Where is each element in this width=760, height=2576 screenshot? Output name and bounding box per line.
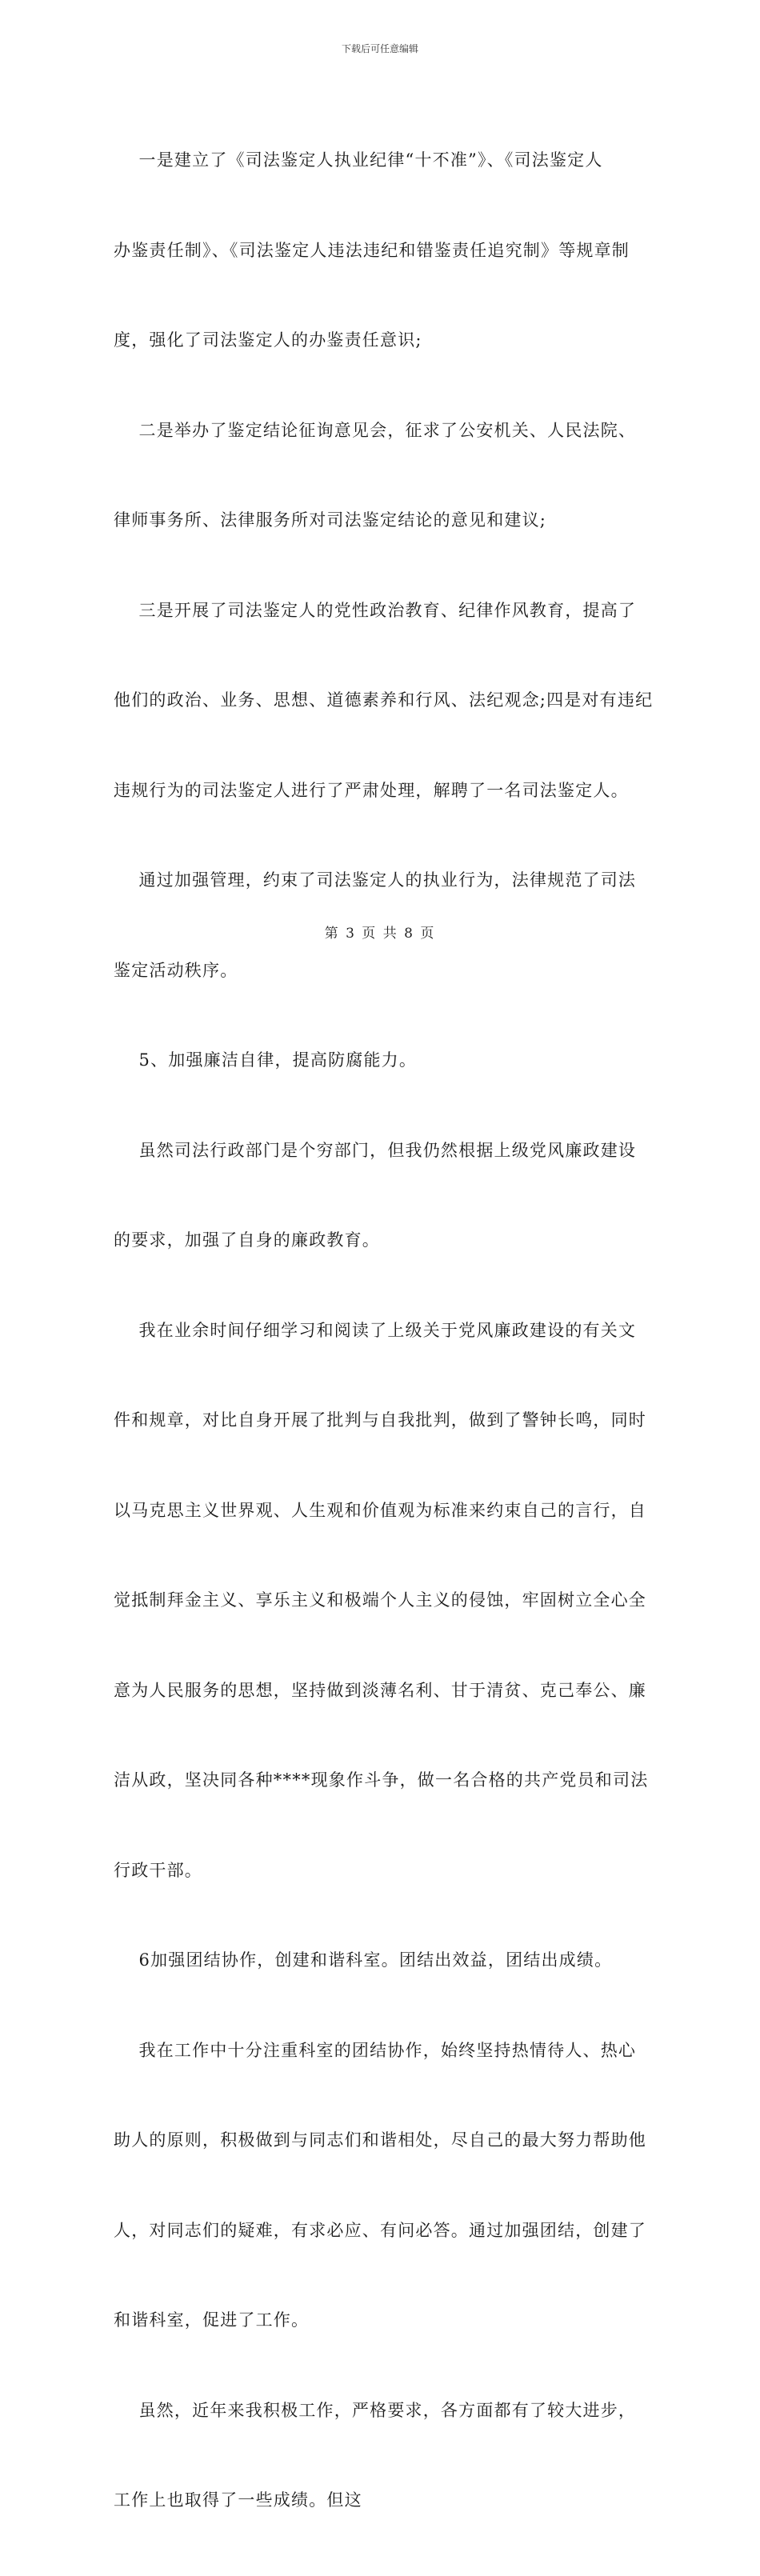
text-line: 一是建立了《司法鉴定人执业纪律“十不准”》、《司法鉴定人 (114, 150, 603, 170)
text-line: 度，强化了司法鉴定人的办鉴责任意识; (114, 330, 422, 350)
text-line: 我在工作中十分注重科室的团结协作，始终坚持热情待人、热心 (114, 2040, 637, 2060)
text-line: 件和规章，对比自身开展了批判与自我批判，做到了警钟长鸣，同时 (114, 1410, 646, 1430)
section-heading: 6加强团结协作，创建和谐科室。团结出效益，团结出成绩。 (114, 1950, 613, 1970)
text-line: 和谐科室，促进了工作。 (114, 2310, 310, 2330)
text-line: 违规行为的司法鉴定人进行了严肃处理，解聘了一名司法鉴定人。 (114, 780, 629, 800)
page-number: 第 3 页 共 8 页 (324, 926, 436, 942)
text-line: 通过加强管理，约束了司法鉴定人的执业行为，法律规范了司法 (114, 870, 637, 890)
text-line: 工作上也取得了一些成绩。但这 (114, 2490, 362, 2510)
text-line: 觉抵制拜金主义、享乐主义和极端个人主义的侵蚀，牢固树立全心全 (114, 1590, 646, 1610)
text-line: 办鉴责任制》、《司法鉴定人违法违纪和错鉴责任追究制》等规章制 (114, 240, 630, 260)
text-line: 他们的政治、业务、思想、道德素养和行风、法纪观念;四是对有违纪 (114, 690, 654, 710)
document-body (114, 86, 754, 2576)
text-line: 以马克思主义世界观、人生观和价值观为标准来约束自己的言行，自 (114, 1500, 646, 1520)
text-line: 我在业余时间仔细学习和阅读了上级关于党风廉政建设的有关文 (114, 1320, 637, 1340)
text-line: 三是开展了司法鉴定人的党性政治教育、纪律作风教育，提高了 (114, 600, 637, 620)
text-line: 鉴定活动秩序。 (114, 960, 238, 980)
text-line: 洁从政，坚决同各种****现象作斗争，做一名合格的共产党员和司法 (114, 1770, 649, 1790)
text-line: 虽然，近年来我积极工作，严格要求，各方面都有了较大进步， (114, 2400, 637, 2420)
header-note: 下载后可任意编辑 (341, 43, 418, 54)
body-text (114, 86, 754, 2576)
text-line: 意为人民服务的思想，坚持做到淡薄名利、甘于清贫、克己奉公、廉 (114, 1680, 646, 1700)
text-line: 行政干部。 (114, 1860, 202, 1880)
text-line: 二是举办了鉴定结论征询意见会，征求了公安机关、人民法院、 (114, 420, 637, 440)
text-line: 人，对同志们的疑难，有求必应、有问必答。通过加强团结，创建了 (114, 2220, 646, 2240)
text-line: 助人的原则，积极做到与同志们和谐相处，尽自己的最大努力帮助他 (114, 2130, 646, 2150)
text-line: 虽然司法行政部门是个穷部门，但我仍然根据上级党风廉政建设 (114, 1140, 637, 1160)
section-heading: 5、加强廉洁自律，提高防腐能力。 (114, 1050, 418, 1070)
text-line: 的要求，加强了自身的廉政教育。 (114, 1230, 380, 1250)
text-line: 律师事务所、法律服务所对司法鉴定结论的意见和建议; (114, 510, 547, 530)
